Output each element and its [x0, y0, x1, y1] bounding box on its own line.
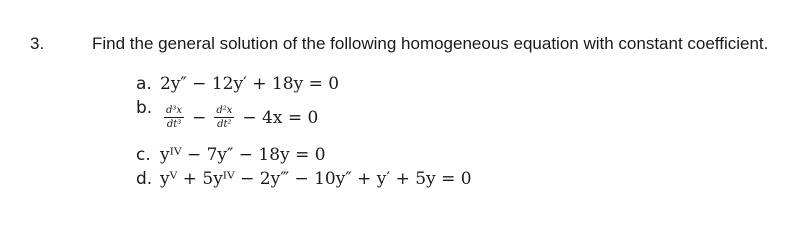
- part-d-label: d.: [136, 169, 153, 189]
- question-prompt: Find the general solution of the following homogeneous equation with constant coefficient.: [92, 34, 769, 53]
- part-c-label: c.: [136, 145, 151, 165]
- part-d-equation: yⱽ + 5yᴵⱽ − 2y‴ − 10y″ + y′ + 5y = 0: [160, 169, 472, 189]
- part-c: [136, 145, 326, 165]
- question-number: 3.: [30, 34, 45, 53]
- fraction-numerator: d²x: [216, 105, 233, 116]
- part-b-label: b.: [136, 98, 153, 118]
- fraction-second-derivative: [214, 105, 234, 130]
- fraction-denominator: dt³: [166, 119, 182, 130]
- part-c-equation: yᴵⱽ − 7y″ − 18y = 0: [160, 145, 326, 165]
- part-a: [136, 74, 339, 94]
- part-b-equation: [160, 105, 322, 130]
- part-b: [136, 98, 322, 130]
- equation-remainder: − 4x = 0: [242, 107, 319, 128]
- part-a-equation: 2y″ − 12y′ + 18y = 0: [160, 74, 340, 94]
- fraction-third-derivative: [164, 105, 184, 130]
- fraction-denominator: dt²: [217, 119, 232, 130]
- minus-sign: −: [192, 107, 207, 128]
- fraction-numerator: d³x: [166, 105, 183, 116]
- part-d: [136, 169, 472, 189]
- part-a-label: a.: [136, 74, 152, 94]
